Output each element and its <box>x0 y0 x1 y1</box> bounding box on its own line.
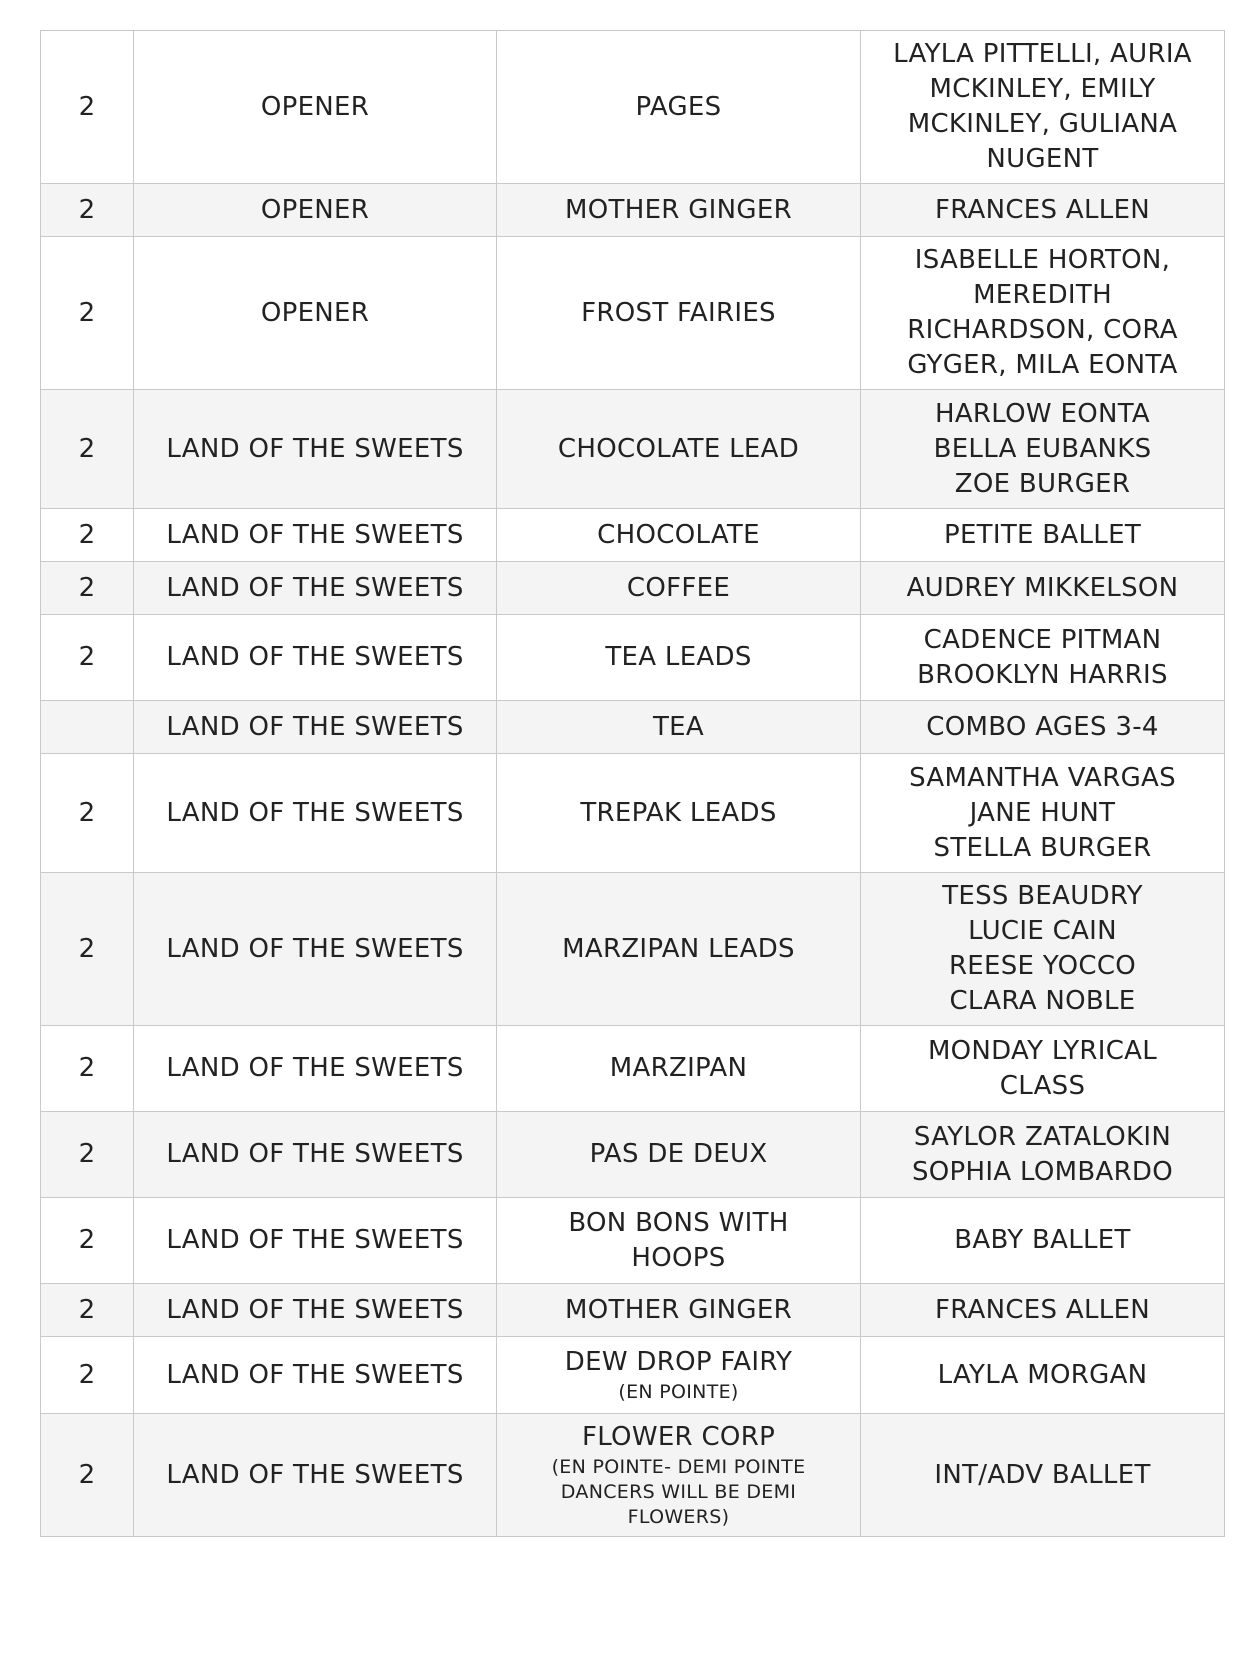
dancer-line: MCKINLEY, EMILY <box>929 74 1156 104</box>
role-name: COFFEE <box>626 572 731 603</box>
dancer-line: COMBO AGES 3-4 <box>926 711 1159 742</box>
table-row <box>41 701 1225 754</box>
dancer-line: FRANCES ALLEN <box>934 194 1151 225</box>
role-name: MARZIPAN LEADS <box>562 933 795 964</box>
dancer-line: CLARA NOBLE <box>949 986 1136 1016</box>
dancer-line: PETITE BALLET <box>943 519 1142 550</box>
role-name: TREPAK LEADS <box>580 797 777 828</box>
role-cell <box>497 1112 861 1198</box>
cast-table-body <box>41 31 1225 1537</box>
dancers-cell <box>861 1198 1225 1284</box>
scene-cell: LAND OF THE SWEETS <box>134 1284 497 1337</box>
table-row <box>41 31 1225 184</box>
dancer-line: LUCIE CAIN <box>968 916 1117 946</box>
scene-cell: LAND OF THE SWEETS <box>134 390 497 509</box>
act-cell: 2 <box>41 31 134 184</box>
role-cell <box>497 873 861 1026</box>
dancers-cell <box>861 754 1225 873</box>
scene-cell: LAND OF THE SWEETS <box>134 754 497 873</box>
role-cell <box>497 615 861 701</box>
scene-cell: LAND OF THE SWEETS <box>134 1337 497 1414</box>
scene-cell: LAND OF THE SWEETS <box>134 1112 497 1198</box>
dancer-line: MEREDITH <box>973 280 1112 310</box>
role-cell <box>497 1414 861 1537</box>
role-name: MOTHER GINGER <box>565 1294 792 1325</box>
scene-cell: OPENER <box>134 237 497 390</box>
act-cell <box>41 701 134 754</box>
act-cell: 2 <box>41 509 134 562</box>
role-name: PAGES <box>635 91 722 122</box>
role-cell <box>497 1026 861 1112</box>
table-row <box>41 237 1225 390</box>
dancers-cell <box>861 615 1225 701</box>
table-row <box>41 1414 1225 1537</box>
role-cell <box>497 754 861 873</box>
role-cell <box>497 237 861 390</box>
table-row <box>41 1198 1225 1284</box>
dancer-line: BELLA EUBANKS <box>933 433 1152 464</box>
dancer-line: INT/ADV BALLET <box>934 1459 1151 1490</box>
scene-cell: OPENER <box>134 184 497 237</box>
act-cell: 2 <box>41 184 134 237</box>
dancers-cell <box>861 562 1225 615</box>
dancer-line: BROOKLYN HARRIS <box>917 659 1168 690</box>
dancer-line: HARLOW EONTA <box>935 398 1150 429</box>
role-name: MOTHER GINGER <box>565 194 792 225</box>
scene-cell: OPENER <box>134 31 497 184</box>
dancer-line: MONDAY LYRICAL <box>927 1035 1158 1066</box>
dancer-line: JANE HUNT <box>969 797 1116 828</box>
act-cell: 2 <box>41 873 134 1026</box>
table-row <box>41 1284 1225 1337</box>
dancers-cell <box>861 31 1225 184</box>
act-cell: 2 <box>41 1112 134 1198</box>
scene-cell: LAND OF THE SWEETS <box>134 701 497 754</box>
dancers-cell <box>861 701 1225 754</box>
role-name: BON BONS WITH HOOPS <box>568 1207 789 1273</box>
dancer-line: MCKINLEY, GULIANA <box>907 109 1178 139</box>
role-name: FLOWER CORP <box>581 1422 776 1452</box>
act-cell: 2 <box>41 1337 134 1414</box>
dancers-cell <box>861 1112 1225 1198</box>
act-cell: 2 <box>41 1198 134 1284</box>
dancers-cell <box>861 184 1225 237</box>
role-name: CHOCOLATE LEAD <box>557 433 800 464</box>
scene-cell: LAND OF THE SWEETS <box>134 562 497 615</box>
dancer-line: SAMANTHA VARGAS <box>909 762 1176 793</box>
table-row <box>41 873 1225 1026</box>
act-cell: 2 <box>41 1414 134 1537</box>
role-note: (EN POINTE) <box>618 1381 739 1403</box>
table-row <box>41 184 1225 237</box>
act-cell: 2 <box>41 237 134 390</box>
role-cell <box>497 1284 861 1337</box>
dancers-cell <box>861 873 1225 1026</box>
dancer-line: AUDREY MIKKELSON <box>906 572 1179 603</box>
role-name: CHOCOLATE <box>597 519 760 550</box>
table-row <box>41 754 1225 873</box>
table-row <box>41 1112 1225 1198</box>
role-cell <box>497 701 861 754</box>
dancers-cell <box>861 509 1225 562</box>
dancer-line: LAYLA MORGAN <box>937 1359 1148 1390</box>
table-row <box>41 390 1225 509</box>
dancer-line: GYGER, MILA EONTA <box>907 350 1178 380</box>
act-cell: 2 <box>41 1284 134 1337</box>
dancer-line: RICHARDSON, CORA <box>907 315 1178 345</box>
dancers-cell <box>861 237 1225 390</box>
scene-cell: LAND OF THE SWEETS <box>134 873 497 1026</box>
role-cell <box>497 562 861 615</box>
role-name: TEA LEADS <box>605 642 752 672</box>
dancer-line: TESS BEAUDRY <box>942 881 1143 911</box>
dancer-line: CADENCE PITMAN <box>923 624 1162 655</box>
scene-cell: LAND OF THE SWEETS <box>134 615 497 701</box>
dancer-line: LAYLA PITTELLI, AURIA <box>893 39 1192 69</box>
table-row <box>41 562 1225 615</box>
dancer-line: STELLA BURGER <box>933 832 1152 863</box>
role-name: PAS DE DEUX <box>589 1139 768 1169</box>
role-cell <box>497 184 861 237</box>
role-cell <box>497 390 861 509</box>
role-note: (EN POINTE- DEMI POINTE DANCERS WILL BE DEMI FLOWERS) <box>551 1456 806 1528</box>
scene-cell: LAND OF THE SWEETS <box>134 1414 497 1537</box>
act-cell: 2 <box>41 615 134 701</box>
dancers-cell <box>861 1414 1225 1537</box>
dancers-cell <box>861 390 1225 509</box>
cast-table <box>40 30 1225 1537</box>
scene-cell: LAND OF THE SWEETS <box>134 1198 497 1284</box>
dancers-cell <box>861 1284 1225 1337</box>
dancer-line: REESE YOCCO <box>948 951 1137 981</box>
table-row <box>41 615 1225 701</box>
role-cell <box>497 31 861 184</box>
act-cell: 2 <box>41 562 134 615</box>
table-row <box>41 1337 1225 1414</box>
role-cell <box>497 509 861 562</box>
table-row <box>41 1026 1225 1112</box>
table-row <box>41 509 1225 562</box>
dancers-cell <box>861 1026 1225 1112</box>
role-name: TEA <box>653 711 704 742</box>
act-cell: 2 <box>41 390 134 509</box>
dancer-line: FRANCES ALLEN <box>934 1294 1151 1325</box>
dancer-line: BABY BALLET <box>954 1225 1131 1255</box>
act-cell: 2 <box>41 754 134 873</box>
role-name: FROST FAIRIES <box>581 297 776 328</box>
scene-cell: LAND OF THE SWEETS <box>134 1026 497 1112</box>
dancer-line: NUGENT <box>986 144 1099 174</box>
role-cell <box>497 1337 861 1414</box>
dancers-cell <box>861 1337 1225 1414</box>
dancer-line: SAYLOR ZATALOKIN <box>913 1121 1172 1152</box>
act-cell: 2 <box>41 1026 134 1112</box>
role-name: DEW DROP FAIRY <box>564 1347 793 1377</box>
scene-cell: LAND OF THE SWEETS <box>134 509 497 562</box>
role-name: MARZIPAN <box>609 1053 748 1083</box>
role-cell <box>497 1198 861 1284</box>
dancer-line: ZOE BURGER <box>954 468 1131 499</box>
dancer-line: SOPHIA LOMBARDO <box>911 1156 1174 1187</box>
dancer-line: ISABELLE HORTON, <box>914 245 1171 275</box>
dancer-line: CLASS <box>999 1070 1086 1101</box>
